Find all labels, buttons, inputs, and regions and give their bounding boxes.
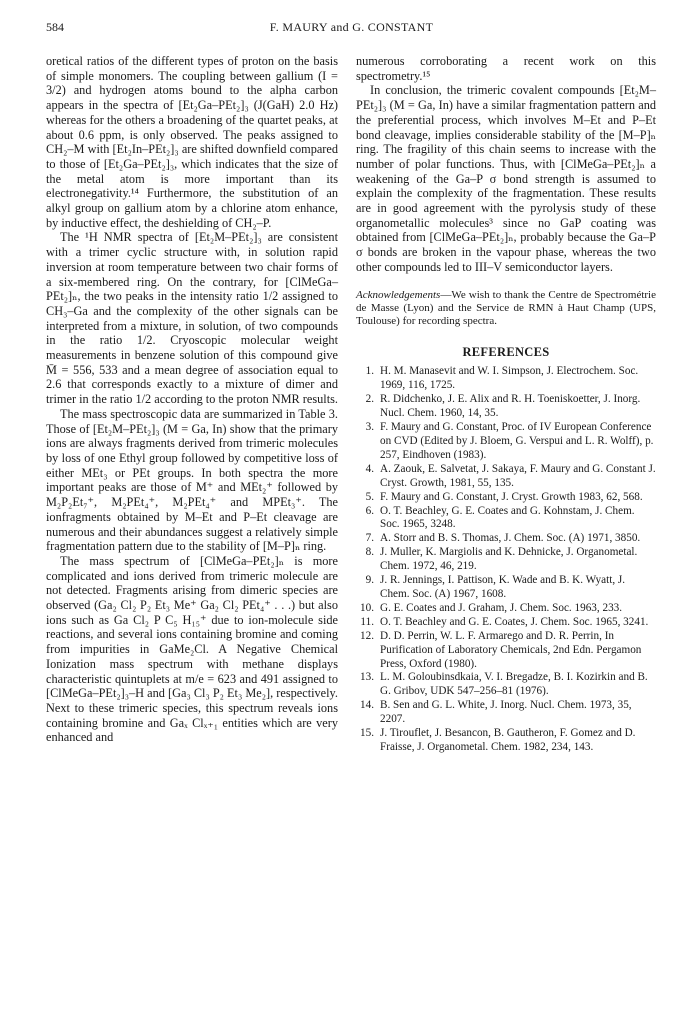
right-column: [356, 54, 656, 755]
page-header: [46, 20, 657, 38]
reference-number: 8.: [365, 546, 374, 559]
reference-number: 9.: [365, 574, 374, 587]
reference-item: [356, 421, 656, 463]
paragraph-nmr-structure: The ¹H NMR spectra of [Et₂M–PEt₂]₃ are consistent with a trimer cyclic structure with, in solution rapid inversion at room temperature between two chair forms of a six-membered ring. On the contrary, for [ClMeGa–PEt₂]ₙ, the two peaks in the intensity ratio 1/2 assigned to CH₃–Ga and the complexity of the other signals can be interpreted from a mixture, in solution, of two compounds in the ratio 1/2. Cryoscopic molecular weight measurements in benzene solution of this compound give M̄ = 556, 533 and a mean degree of association equal to 2.6 that corresponds exactly to a mixture of dimer and trimer in the ratio 1/2 according to the proton NMR results.: [46, 230, 338, 407]
reference-text: J. Muller, K. Margiolis and K. Dehnicke, J. Organometal. Chem. 1972, 46, 219.: [380, 546, 638, 573]
reference-number: 7.: [365, 532, 374, 545]
paragraph-continuation: numerous corroborating a recent work on this spectrometry.¹⁵: [356, 54, 656, 83]
acknowledgements-text: —We wish to thank the Centre de Spectrométrie de Masse (Lyon) and the Service de RMN à Haut Champ (UPS, Toulouse) for recording spectra.: [356, 288, 656, 328]
reference-number: 2.: [365, 393, 374, 406]
paragraph-mass-spectra: The mass spectroscopic data are summarized in Table 3. Those of [Et₂M–PEt₂]₃ (M = Ga, In) show that the primary ions are always fragments derived from trimeric molecules by loss of one Ethyl group followed by competitive loss of either MEt₃ or PEt groups. In both spectra the more important peaks are those of M⁺ and MEt₂⁺ followed by M₂P₂Et₇⁺, M₂PEt₄⁺, M₂PEt₄⁺ and MPEt₃⁺. The ionfragments obtained by M–Et and P–Et cleavage are numerous and their abundances suggest a relatively simple fragmentation pattern due to the stability of [M–P]ₙ ring.: [46, 406, 338, 554]
reference-item: [356, 602, 656, 616]
reference-text: O. T. Beachley, G. E. Coates and G. Kohnstam, J. Chem. Soc. 1965, 3248.: [380, 504, 635, 531]
reference-item: [356, 505, 656, 533]
reference-number: 10.: [360, 601, 374, 614]
reference-text: A. Zaouk, E. Salvetat, J. Sakaya, F. Maury and G. Constant J. Cryst. Growth, 1981, 55, 135.: [380, 462, 656, 489]
reference-item: [356, 546, 656, 574]
reference-text: L. M. Goloubinsdkaia, V. I. Bregadze, B. I. Kozirkin and B. G. Gribov, UDK 547–256–81 (1976).: [380, 671, 648, 698]
paragraph-nmr-coupling: oretical ratios of the different types of proton on the basis of simple monomers. The coupling between gallium (I = 3/2) and hydrogen atoms bound to the alpha carbon appears in the spectra of [Et₂Ga–PEt₂]₃ (J(GaH) 2.0 Hz) whereas for the others a broadening of the quartet peaks, at about 0.6 ppm, is only observed. The peaks assigned to CH₂–M with [Et₂In–PEt₂]₃ are shifted downfield compared to those of [Et₂Ga–PEt₂]₃, which indicates that the size of the metal atom is more important than its electronegativity.¹⁴ Furthermore, the substitution of an alkyl group on gallium atom by a chlorine atom enhance, by inductive effect, the deshielding of CH₂–P.: [46, 54, 338, 230]
reference-text: G. E. Coates and J. Graham, J. Chem. Soc. 1963, 233.: [380, 601, 623, 614]
reference-text: F. Maury and G. Constant, Proc. of IV European Conference on CVD (Edited by J. Bloem, G. Verspui and L. R. Wolff), p. 257, Eindhoven (1983).: [380, 421, 654, 461]
reference-text: A. Storr and B. S. Thomas, J. Chem. Soc. (A) 1971, 3850.: [380, 532, 641, 545]
reference-item: [356, 393, 656, 421]
reference-text: R. Didchenko, J. E. Alix and R. H. Toeniskoetter, J. Inorg. Nucl. Chem. 1960, 14, 35.: [380, 393, 641, 420]
paragraph-conclusion: In conclusion, the trimeric covalent compounds [Et₂M–PEt₂]₃ (M = Ga, In) have a similar fragmentation pattern and the preferential process, which involves M–Et and P–Et bond cleavage, implies considerable stability of the [M–P]ₙ ring. The fragility of this chain seems to increase with the number of polar functions. Thus, with [ClMeGa–PEt₂]ₙ a weakening of the Ga–P σ bond strength is assumed to explain the complexity of the fragmentation. These results are in good agreement with the pyrolysis study of these organometallic molecules³ since no GaP coating was obtained from [ClMeGa–PEt₂]ₙ, probably because the Ga–P σ bonds are broken in the vapour phase, whereas the two other compounds led to III–V semiconductor layers.: [356, 83, 656, 274]
reference-number: 11.: [360, 615, 374, 628]
reference-item: [356, 491, 656, 505]
reference-number: 13.: [360, 671, 374, 684]
reference-item: [356, 463, 656, 491]
reference-number: 14.: [360, 699, 374, 712]
reference-text: B. Sen and G. L. White, J. Inorg. Nucl. Chem. 1973, 35, 2207.: [380, 699, 632, 726]
reference-number: 1.: [365, 365, 374, 378]
reference-text: O. T. Beachley and G. E. Coates, J. Chem. Soc. 1965, 3241.: [380, 615, 649, 628]
reference-text: F. Maury and G. Constant, J. Cryst. Growth 1983, 62, 568.: [380, 490, 643, 503]
reference-number: 6.: [365, 504, 374, 517]
reference-text: H. M. Manasevit and W. I. Simpson, J. Electrochem. Soc. 1969, 116, 1725.: [380, 365, 639, 392]
running-head: F. MAURY and G. CONSTANT: [269, 20, 434, 34]
reference-item: [356, 630, 656, 672]
reference-item: [356, 532, 656, 546]
reference-item: [356, 365, 656, 393]
reference-number: 5.: [365, 490, 374, 503]
reference-text: D. D. Perrin, W. L. F. Armarego and D. R. Perrin, In Purification of Laboratory Chemicals, 2nd Edn. Pergamon Press, Oxford (1980).: [380, 629, 642, 670]
reference-text: J. R. Jennings, I. Pattison, K. Wade and B. K. Wyatt, J. Chem. Soc. (A) 1967, 1608.: [380, 574, 626, 600]
references-heading: REFERENCES: [462, 344, 550, 359]
reference-number: 4.: [365, 462, 374, 475]
acknowledgements-label: Acknowledgements: [356, 288, 441, 301]
reference-item: [356, 699, 656, 727]
reference-item: [356, 671, 656, 699]
reference-text: J. Tirouflet, J. Besancon, B. Gautheron, F. Gomez and D. Fraisse, J. Organometal. Chem. 1982, 234, 143.: [380, 727, 636, 753]
references-list: [356, 365, 656, 754]
acknowledgements: [356, 289, 656, 329]
left-column: [46, 54, 338, 745]
paragraph-mass-spectrum-clmega: The mass spectrum of [ClMeGa–PEt₂]ₙ is more complicated and ions derived from trimeric molecule are not detected. Fragments arising from dimeric species are observed (Ga₂ Cl₂ P₂ Et₃ Me⁺ Ga₂ Cl₂ PEt₄⁺ . . .) but also ions such as Ga Cl₂ P C₅ H₁₅⁺ due to ion-molecule side reactions, and several ions containing bromine and coming from impurities in GaMe₂Cl. A Negative Chemical Ionization mass spectrum with methane displays characteristic quintuplets at m/e = 623 and 491 assigned to [ClMeGa–PEt₂]₃–H and [Ga₃ Cl₃ P₂ Et₃ Me₂], respectively. Next to these trimeric species, this spectrum reveals ions containing bromine and Gaₓ Clₓ₊₁ entities which are very enhanced and: [46, 553, 338, 745]
page-number: 584: [46, 20, 64, 34]
reference-item: [356, 574, 656, 602]
reference-number: 3.: [365, 421, 374, 434]
reference-item: [356, 616, 656, 630]
reference-number: 15.: [360, 727, 374, 740]
reference-item: [356, 727, 656, 755]
reference-number: 12.: [360, 629, 374, 642]
